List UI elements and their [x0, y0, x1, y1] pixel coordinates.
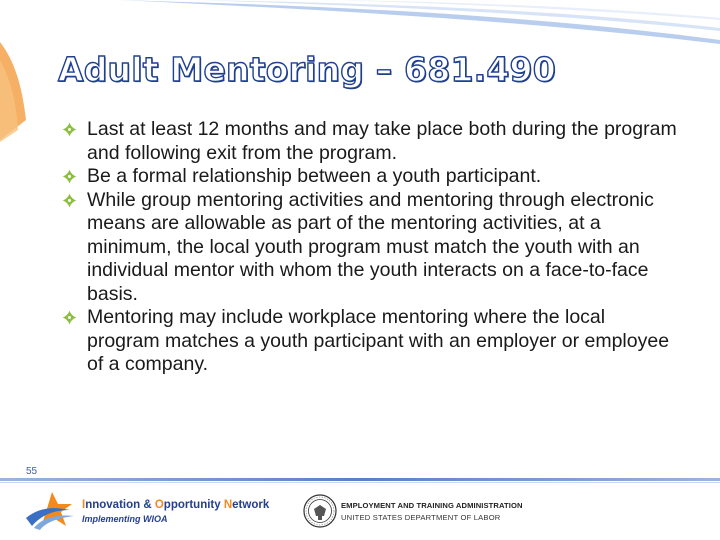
bullet-item	[62, 118, 682, 165]
eta-title: EMPLOYMENT AND TRAINING ADMINISTRATION	[341, 501, 523, 510]
bullet-list	[62, 118, 682, 377]
eta-subtitle: UNITED STATES DEPARTMENT OF LABOR	[341, 513, 501, 522]
footer-divider-thin	[0, 482, 720, 483]
department-of-labor-seal-icon	[303, 494, 337, 528]
diamond-bullet-icon	[62, 122, 77, 137]
ion-subtitle: Implementing WIOA	[82, 514, 168, 524]
ion-title-part: nnovation &	[85, 499, 155, 511]
left-edge-decoration	[0, 30, 30, 150]
bullet-text: Mentoring may include workplace mentoring where the local program matches a youth participant with an employer or employee of a company.	[87, 306, 670, 375]
diamond-bullet-icon	[62, 193, 77, 208]
footer-divider	[0, 478, 720, 481]
ion-title-part: O	[154, 499, 164, 511]
ion-title-part: I	[82, 499, 86, 511]
page-number: 55	[26, 466, 38, 477]
ion-title-part: pportunity	[163, 499, 224, 511]
ion-title-part: etwork	[232, 499, 270, 511]
slide-title: Adult Mentoring – 681.490	[58, 50, 556, 89]
bullet-item	[62, 165, 682, 189]
diamond-bullet-icon	[62, 169, 77, 184]
diamond-bullet-icon	[62, 310, 77, 325]
ion-network-title	[82, 499, 269, 511]
ion-title-part: N	[223, 499, 233, 511]
bullet-item	[62, 306, 682, 377]
bullet-text: Last at least 12 months and may take place both during the program and following exit from the program.	[87, 118, 677, 164]
bullet-text: While group mentoring activities and mentoring through electronic means are allowable as part of the mentoring activities, at a minimum, the local youth program must match the youth with an individual mentor with whom the youth interacts on a face-to-face basis.	[87, 188, 654, 305]
bullet-item	[62, 189, 682, 307]
ion-star-logo-icon	[22, 488, 84, 532]
bullet-text: Be a formal relationship between a youth participant.	[87, 165, 542, 187]
